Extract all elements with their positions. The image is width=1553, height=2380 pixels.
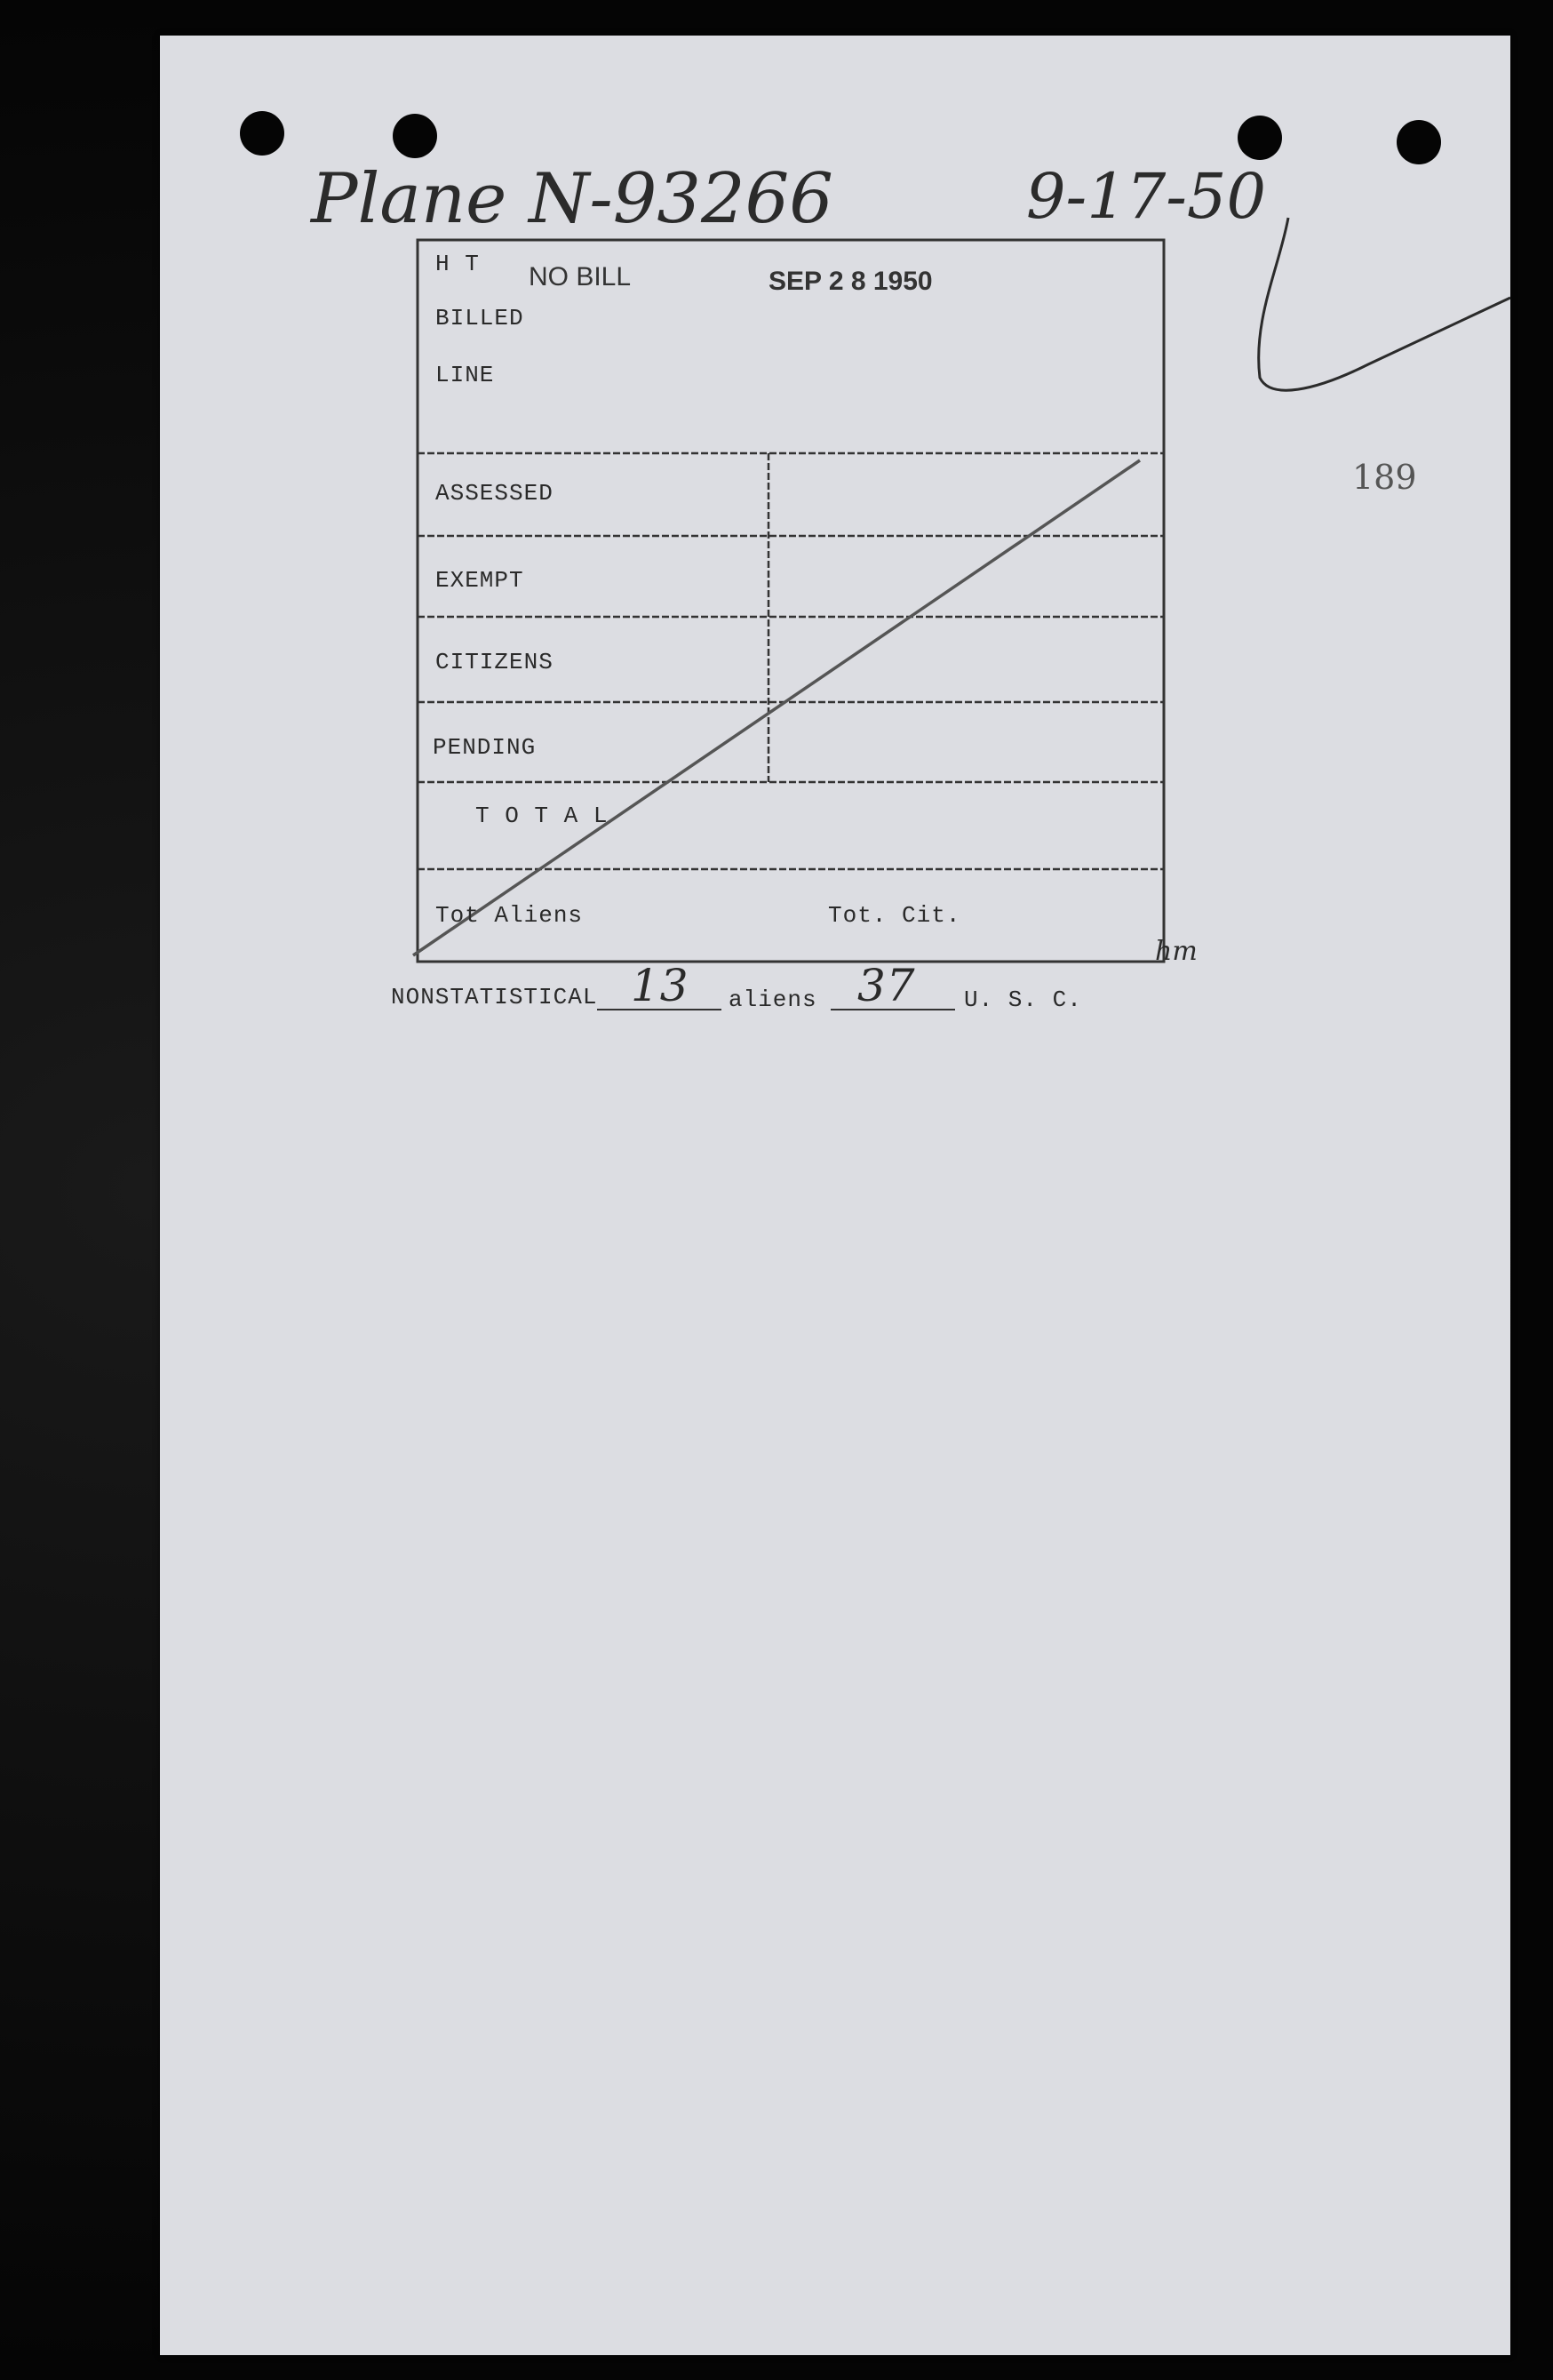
nonstatistical-label: NONSTATISTICAL: [391, 984, 598, 1010]
row-label-assessed: ASSESSED: [435, 480, 554, 507]
tot-cit-label: Tot. Cit.: [828, 902, 961, 929]
handwritten-initials: hm: [1155, 936, 1198, 967]
handwritten-plane-number: Plane N-93266: [311, 159, 833, 239]
cancel-diagonal-line: [413, 460, 1140, 955]
row-label-citizens: CITIZENS: [435, 649, 554, 675]
tot-aliens-label: Tot Aliens: [435, 902, 584, 929]
date-stamp: SEP 2 8 1950: [769, 267, 933, 296]
form-table: [413, 240, 1164, 962]
aliens-label: aliens: [729, 986, 817, 1013]
usc-label: U. S. C.: [964, 986, 1082, 1013]
billed-label: BILLED: [435, 305, 524, 331]
row-label-exempt: EXEMPT: [435, 567, 524, 594]
handwritten-date: 9-17-50: [1026, 160, 1266, 233]
usc-value: 37: [857, 960, 916, 1011]
line-label: LINE: [435, 362, 495, 388]
ht-label: H T: [435, 251, 480, 277]
page-number: 189: [1352, 458, 1417, 497]
total-label: T O T A L: [475, 803, 609, 829]
row-label-pending: PENDING: [433, 734, 537, 761]
no-bill-stamp: NO BILL: [529, 262, 632, 292]
aliens-value: 13: [631, 960, 689, 1011]
handwritten-mark: [1259, 218, 1510, 390]
